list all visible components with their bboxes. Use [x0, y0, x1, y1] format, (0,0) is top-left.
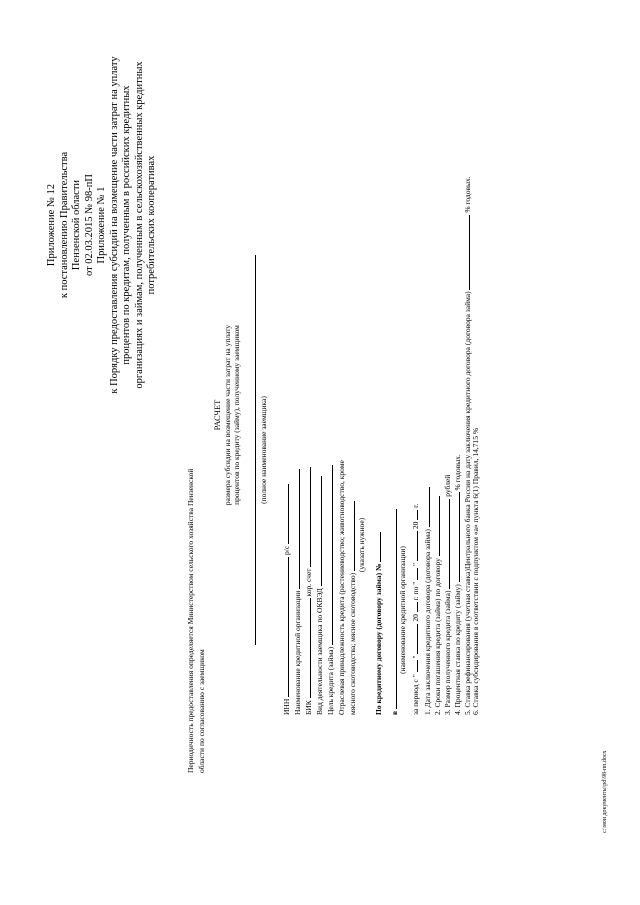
rs-field[interactable]: [280, 484, 289, 544]
title-sub-1: размера субсидии на возмещение части затрат на уплату: [222, 324, 232, 506]
bank-name-field[interactable]: [291, 469, 300, 589]
title-sub-2: процентов по кредиту (займу), полученному заемщиком: [231, 325, 241, 505]
industry-block: [337, 435, 366, 715]
contract-number-field[interactable]: [372, 532, 381, 562]
rs-label: р/с: [282, 545, 291, 555]
period-from-day[interactable]: [409, 660, 418, 672]
contract-label: По кредитному договору (договору займа) №: [374, 563, 383, 715]
header-line-5: Приложение № 1: [96, 186, 107, 264]
purpose-label: Цель кредита (займа): [326, 646, 335, 715]
purpose-row: [324, 465, 335, 715]
appendix-header: [46, 15, 159, 435]
bank-name-row: [291, 469, 302, 715]
item-2-field[interactable]: [431, 496, 440, 556]
period-year-2: 20: [411, 521, 420, 530]
in-prefix: в: [390, 710, 399, 715]
bik-label: БИК: [304, 700, 313, 715]
bik-row: [302, 467, 313, 715]
header-line-1: Приложение № 12: [46, 183, 57, 267]
okved-label: Вид деятельности заемщика по ОКВЭД: [315, 588, 324, 715]
item-1-field[interactable]: [421, 487, 430, 527]
periodicity-line-1: Периодичность предоставления определяется Министерством сельского хозяйства Пензенской: [186, 468, 195, 773]
calc-title: [212, 305, 241, 525]
header-line-8: организациях и займам, полученным в сельскохозяйственных кредитных: [133, 61, 145, 389]
inn-row: [280, 484, 291, 715]
item-4-field[interactable]: [451, 492, 460, 582]
periodicity-note: [186, 469, 206, 773]
item-3-field[interactable]: [441, 499, 450, 589]
period-to-day[interactable]: [409, 568, 418, 580]
title-main: РАСЧЕТ: [212, 399, 222, 431]
item-5-unit: % годовых.: [463, 176, 472, 213]
period-to-label: г. по ": [411, 581, 420, 601]
header-line-6: к Порядку предоставления субсидий на возмещение части затрат на уплату: [108, 56, 120, 394]
inn-label: ИНН: [282, 698, 291, 715]
period-to-year[interactable]: [409, 510, 418, 520]
industry-caption: (указать нужное): [357, 517, 366, 573]
period-from-label: за период с ": [411, 674, 420, 715]
item-5-field[interactable]: [461, 215, 470, 290]
period-quote-2: ": [411, 562, 420, 566]
credit-org-field[interactable]: [388, 509, 397, 709]
periodicity-line-2: области по согласованию с заемщиком: [197, 649, 206, 773]
period-from-month[interactable]: [409, 624, 418, 654]
header-line-7: процентов по кредитам, полученным в российских кредитных: [121, 85, 132, 365]
borrower-caption: (полное наименование заемщика): [259, 396, 268, 504]
item-5-label: 5. Ставка рефинансирования (учетная ставка)Центрального банка России на дату заключения кредитного договора (договора займа): [463, 291, 472, 715]
okved-field[interactable]: [313, 476, 322, 586]
period-from-year[interactable]: [409, 602, 418, 612]
period-to-month[interactable]: [409, 531, 418, 561]
file-path: c:\мои документы\pd\98-пп.docx: [602, 750, 608, 833]
contract-row: [372, 532, 383, 715]
header-line-2: к постановлению Правительства: [58, 151, 70, 299]
inn-field[interactable]: [280, 557, 289, 697]
item-6-label: 6. Ставка субсидирования в соответствии с подпунктом «а» пункта 6(1) Правил, 14,715 %: [471, 427, 480, 715]
industry-line-1: Отраслевая принадлежность кредита (растениеводство; животноводство, кроме: [337, 460, 346, 715]
kor-field[interactable]: [302, 467, 311, 567]
bik-field[interactable]: [302, 598, 311, 698]
header-line-4: от 02.03.2015 № 98-пП: [83, 173, 95, 277]
item-3-label: 3. Размер полученного кредита (займа): [443, 590, 452, 715]
okved-row: [313, 476, 324, 715]
item-4-label: 4. Процентная ставка по кредиту (займу): [453, 584, 462, 715]
item-2-label: 2. Сроки погашения кредита (займа) по договору: [433, 558, 442, 715]
bank-name-label: Наименование кредитной организации: [293, 590, 302, 715]
org-caption: (наименование кредитной организации): [398, 546, 407, 674]
period-row: [409, 504, 420, 715]
item-1-label: 1. Дата заключения кредитного договора (договора займа): [423, 529, 432, 715]
kor-label: кор. счет: [304, 568, 313, 597]
period-end-label: г.: [411, 503, 420, 508]
industry-field[interactable]: [346, 501, 355, 571]
item-6: [471, 428, 480, 715]
purpose-field[interactable]: [324, 465, 333, 645]
industry-line-2: мясного скотоводства; мясное скотоводство): [346, 435, 357, 715]
item-4-unit: % годовых.: [453, 454, 462, 491]
header-line-9: потребительских кооперативах: [146, 155, 157, 295]
period-quote-1: ": [411, 655, 420, 659]
borrower-name-line: [255, 255, 256, 645]
period-year-1: 20: [411, 614, 420, 622]
header-line-3: Пензенской области: [71, 179, 82, 271]
item-3-unit: рублей: [443, 474, 452, 497]
